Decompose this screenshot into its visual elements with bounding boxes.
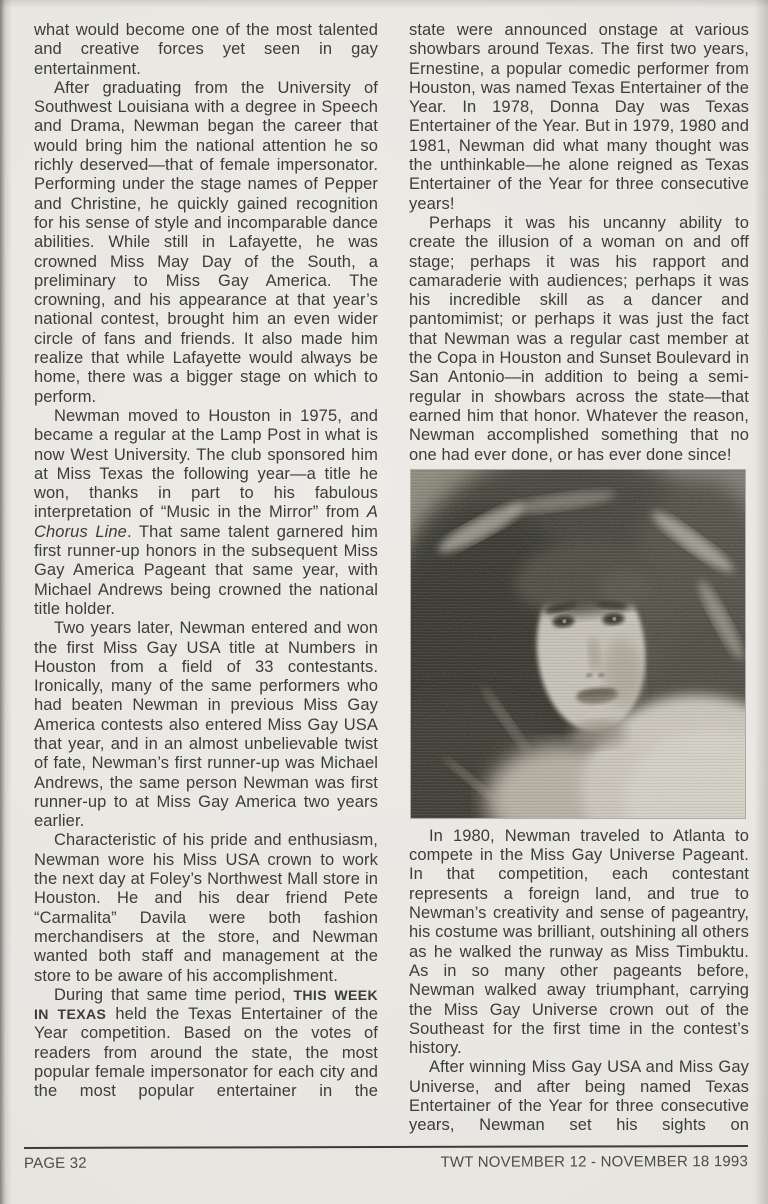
text-run: During that same time period, — [54, 985, 294, 1004]
text-run: what would become one of the most talented and creative forces yet seen in gay entertainment. — [34, 21, 378, 78]
article-column-right-bottom — [409, 827, 749, 1136]
text-run: Perhaps it was his uncanny ability to create the illusion of a woman on and off stage; perhaps it was his rapport and camaraderie with audiences; perhaps it was his incredible skill as a dancer and pantomimist; or perhaps it was just the fact that Newman was a regular cast member at the Copa in Houston and Sunset Boulevard in San Antonio—in addition to being a semi-regular in showbars across the state—that earned him that honor. Whatever the reason, Newman accomplished something that no one had ever done, or has ever done since! — [409, 213, 749, 464]
text-run-italic: A Chorus Line — [34, 503, 378, 541]
text-run: After graduating from the University of Southwest Louisiana with a degree in Speech and Drama, Newman began the career that would bring him the national attention he so richly deserved—that of female impersonator. Performing under the stage names of Pepper and Christine, he quickly gained recognition for his sense of style and incomparable dance abilities. While still in Lafayette, he was crowned Miss May Day of the South, a preliminary to Miss Gay America. The crowning, and his appearance at that year’s national contest, brought him an even wider circle of fans and friends. It also made him realize that while Lafayette would always be home, there was a bigger stage on which to perform. — [34, 78, 378, 406]
text-run: . That same talent garnered him first runner-up honors in the subsequent Miss Gay America Pageant that same year, with Michael Andrews being crowned the national title holder. — [34, 522, 378, 618]
paragraph — [409, 827, 749, 1059]
paragraph — [34, 79, 378, 407]
paragraph — [34, 619, 378, 831]
paragraph — [409, 1058, 749, 1135]
text-run: held the Texas Entertainer of the Year competition. Based on the votes of readers from around the state, the most popular female impersonator for each city and the most popular entertainer in the — [34, 1005, 378, 1101]
text-run-boldcaps: THIS WEEK IN TEXAS — [34, 986, 378, 1023]
text-run: After winning Miss Gay USA and Miss Gay Universe, and after being named Texas Entertainer of the Year for three consecutive years, Newman set his sights on — [409, 1058, 749, 1135]
issue-date: TWT NOVEMBER 12 - NOVEMBER 18 1993 — [440, 1153, 749, 1171]
article-column-left — [34, 21, 378, 1102]
scan-edge-shadow-right — [754, 0, 768, 1204]
paragraph — [34, 407, 378, 619]
scan-edge-shadow-left — [0, 0, 12, 1204]
portrait-photo-image — [411, 470, 745, 818]
paragraph — [409, 21, 749, 214]
article-column-right — [409, 21, 749, 1136]
text-run: In 1980, Newman traveled to Atlanta to compete in the Miss Gay Universe Pageant. In that competition, each contestant represents a foreign land, and true to Newman’s creativity and sense of pageantry, his costume was brilliant, outshining all others as he walked the runway as Miss Timbuktu. As in so many other pageants before, Newman walked away triumphant, carrying the Miss Gay Universe crown out of the Southeast for the first time in the contest’s history. — [409, 826, 749, 1058]
scan-edge-shadow-top — [0, 0, 768, 8]
page-footer — [24, 1145, 748, 1172]
paragraph — [34, 21, 378, 79]
text-run: Two years later, Newman entered and won the first Miss Gay USA title at Numbers in Houston from a field of 33 contestants. Ironically, many of the same performers who had beaten Newman in previous Miss Gay America contests also entered Miss Gay USA that year, and in an almost unbelievable twist of fate, Newman’s first runner-up was Michael Andrews, the same person Newman was first runner-up to at Miss Gay America two years earlier. — [34, 619, 378, 831]
article-column-right-top — [409, 21, 749, 465]
portrait-photo — [411, 470, 745, 818]
text-run: state were announced onstage at various showbars around Texas. The first two years, Ernestine, a popular comedic performer from Houston, was named Texas Entertainer of the Year. In 1978, Donna Day was Texas Entertainer of the Year. But in 1979, 1980 and 1981, Newman did what many thought was the unthinkable—he alone reigned as Texas Entertainer of the Year for three consecutive years! — [409, 21, 749, 213]
text-run: Characteristic of his pride and enthusiasm, Newman wore his Miss USA crown to work the next day at Foley’s Northwest Mall store in Houston. He and his dear friend Pete “Carmalita” Davila were both fashion merchandisers at the store, and Newman wanted both staff and management at the store to be aware of his accomplishment. — [34, 831, 378, 985]
text-run: Newman moved to Houston in 1975, and became a regular at the Lamp Post in what is now West University. The club sponsored him at Miss Texas the following year—a title he won, thanks in part to his fabulous interpretation of “Music in the Mirror” from — [34, 406, 378, 522]
page-number: PAGE 32 — [23, 1154, 87, 1172]
paragraph — [34, 986, 378, 1102]
paragraph — [409, 214, 749, 465]
paragraph — [34, 831, 378, 985]
